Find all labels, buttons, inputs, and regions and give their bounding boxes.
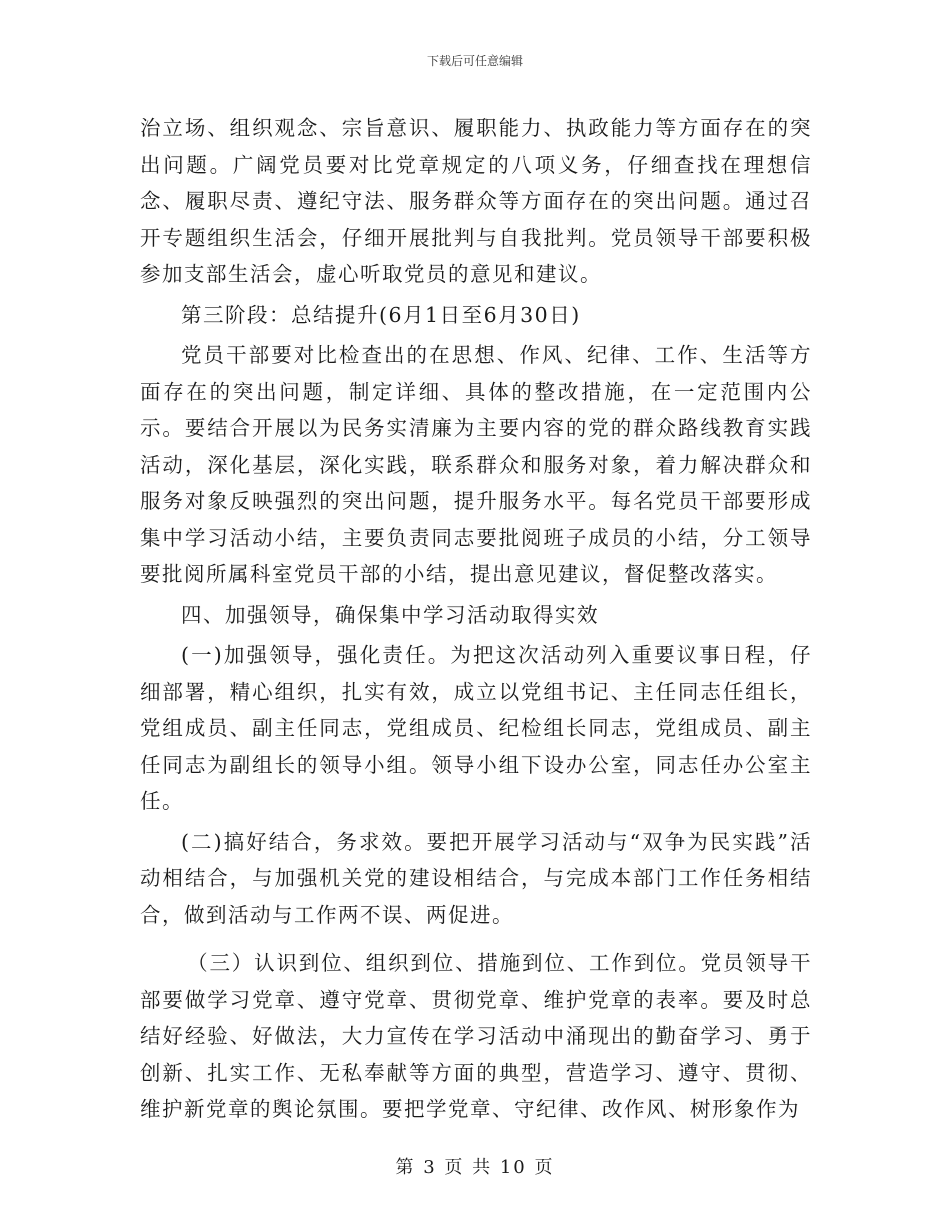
page-header: 下载后可任意编辑 <box>426 54 523 68</box>
paragraph-stage-heading: 第三阶段：总结提升(6月1日至6月30日) <box>181 302 581 327</box>
paragraph-item-2: (二)搞好结合，务求效。要把开展学习活动与“双争为民实践”活动相结合，与加强机关党的建设相结合，与完成本部门工作任务相结合，做到活动与工作两不误、两促进。 <box>140 829 812 927</box>
document-body <box>140 110 812 1128</box>
paragraph-continuation: 治立场、组织观念、宗旨意识、履职能力、执政能力等方面存在的突出问题。广阔党员要对比党章规定的八项义务，仔细查找在理想信念、履职尽责、遵纪守法、服务群众等方面存在的突出问题。通过召开专题组织生活会，仔细开展批判与自我批判。党员领导干部要积极参加支部生活会，虚心听取党员的意见和建议。 <box>140 116 812 286</box>
section-heading: 四、加强领导，确保集中学习活动取得实效 <box>181 602 599 627</box>
paragraph-item-1: (一)加强领导，强化责任。为把这次活动列入重要议事日程，仔细部署，精心组织，扎实有效，成立以党组书记、主任同志任组长，党组成员、副主任同志，党组成员、纪检组长同志，党组成员、副主任同志为副组长的领导小组。领导小组下设办公室，同志任办公室主任。 <box>140 643 812 813</box>
paragraph-item-3: （三）认识到位、组织到位、措施到位、工作到位。党员领导干部要做学习党章、遵守党章、贯彻党章、维护党章的表率。要及时总结好经验、好做法，大力宣传在学习活动中涌现出的勤奋学习、勇于创新、扎实工作、无私奉献等方面的典型，营造学习、遵守、贯彻、维护新党章的舆论氛围。要把学党章、守纪律、改作风、树形象作为 <box>140 951 812 1121</box>
page-number: 第 3 页 共 10 页 <box>395 1157 555 1178</box>
paragraph-stage-content: 党员干部要对比检查出的在思想、作风、纪律、工作、生活等方面存在的突出问题，制定详细、具体的整改措施，在一定范围内公示。要结合开展以为民务实清廉为主要内容的党的群众路线教育实践活动，深化基层，深化实践，联系群众和服务对象，着力解决群众和服务对象反映强烈的突出问题，提升服务水平。每名党员干部要形成集中学习活动小结，主要负责同志要批阅班子成员的小结，分工领导要批阅所属科室党员干部的小结，提出意见建议，督促整改落实。 <box>140 343 812 586</box>
